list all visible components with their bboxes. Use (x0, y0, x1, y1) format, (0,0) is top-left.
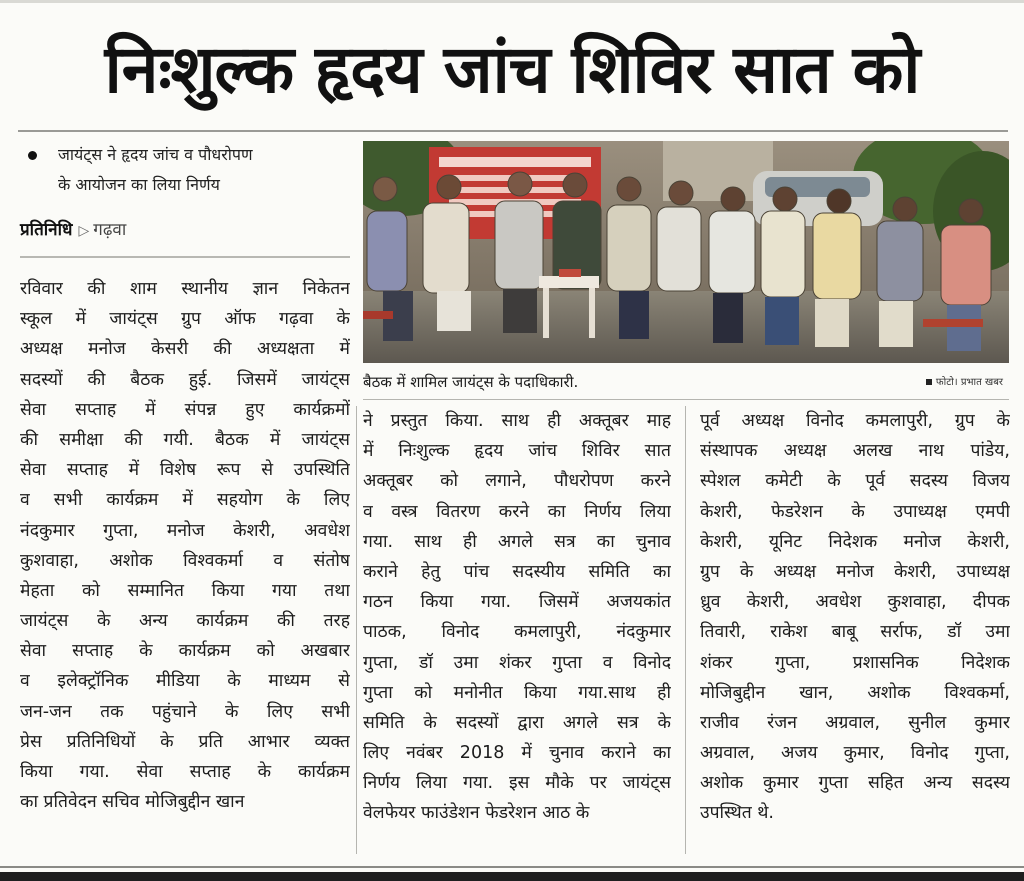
text-line: ग्रुप के अध्यक्ष मनोज केशरी, उपाध्यक्ष (700, 561, 1010, 582)
text-line: नंदकुमार गुप्ता, मनोज केशरी, अवधेश (20, 520, 350, 541)
text-line: मेहता को सम्मानित किया गया तथा (20, 580, 350, 601)
byline-label: प्रतिनिधि (20, 220, 73, 240)
text-line: लिए नवंबर 2018 में चुनाव कराने का (363, 743, 671, 764)
text-line: गठन किया गया. जिसमें अजयकांत (363, 592, 671, 613)
text-line: स्पेशल कमेटी के पूर्व सदस्य विजय (700, 471, 1010, 492)
text-line: पूर्व अध्यक्ष विनोद कमलापुरी, ग्रुप के (700, 411, 1010, 431)
text-line: तिवारी, राकेश बाबू सर्राफ, डॉ उमा (700, 622, 1010, 643)
subhead-line-1: जायंट्स ने हृदय जांच व पौधरोपण (58, 145, 253, 164)
text-line: अध्यक्ष मनोज केसरी की अध्यक्षता में (20, 339, 350, 360)
text-line: की समीक्षा की गयी. बैठक में जायंट्स (20, 429, 350, 450)
article-right-text (700, 406, 1010, 829)
text-line: व इलेक्ट्रॉनिक मीडिया के माध्यम से (20, 671, 350, 692)
headline: निःशुल्क हृदय जांच शिविर सात को (104, 31, 920, 108)
text-line: अक्तूबर को लगाने, पौधरोपण करने (363, 471, 671, 492)
column-divider (685, 406, 686, 854)
byline (20, 215, 350, 245)
text-line: राजीव रंजन अग्रवाल, सुनील कुमार (700, 712, 1010, 733)
left-column (20, 140, 350, 860)
text-line: ने प्रस्तुत किया. साथ ही अक्तूबर माह (363, 411, 671, 431)
play-arrow-icon: ▷ (78, 223, 90, 239)
text-line: किया गया. सेवा सप्ताह के कार्यक्रम (20, 762, 350, 782)
text-line: गुप्ता को मनोनीत किया गया.साथ ही (363, 682, 671, 703)
square-bullet-icon (926, 379, 932, 385)
meeting-photo (363, 141, 1009, 363)
text-line: गया. साथ ही अगले सत्र का चुनाव (363, 531, 671, 552)
text-line: अग्रवाल, अजय कुमार, विनोद गुप्ता, (700, 743, 1010, 764)
text-line: में निःशुल्क हृदय जांच शिविर सात (363, 441, 671, 462)
photo-credit: फोटो। प्रभात खबर (926, 370, 1003, 396)
text-line: समिति के सदस्यों द्वारा अगले सत्र के (363, 712, 671, 733)
text-line: का प्रतिवेदन सचिव मोजिबुद्दीन खान (20, 792, 245, 813)
text-line: निर्णय लिया गया. इस मौके पर जायंट्स (363, 773, 671, 794)
text-line: संस्थापक अध्यक्ष अलख नाथ पांडेय, (700, 441, 1010, 462)
text-line: पाठक, विनोद कमलापुरी, नंदकुमार (363, 622, 671, 643)
text-line: रविवार की शाम स्थानीय ज्ञान निकेतन (20, 279, 350, 299)
text-line: वेलफेयर फाउंडेशन फेडरेशन आठ के (363, 803, 590, 824)
text-line: केशरी, फेडरेशन के उपाध्यक्ष एमपी (700, 501, 1010, 522)
photo-caption-row (363, 366, 1009, 398)
text-line: कुशवाहा, अशोक विश्वकर्मा व संतोष (20, 550, 350, 571)
subhead (20, 140, 350, 204)
text-line: जायंट्स के अन्य कार्यक्रम की तरह (20, 611, 350, 632)
column-divider (356, 406, 357, 854)
bottom-rule (0, 872, 1024, 881)
text-line: व वस्त्र वितरण करने का निर्णय लिया (363, 501, 671, 522)
text-line: प्रेस प्रतिनिधियों के प्रति आभार व्यक्त (20, 731, 350, 752)
bullet-icon (28, 151, 37, 160)
text-line: मोजिबुद्दीन खान, अशोक विश्वकर्मा, (700, 682, 1010, 703)
text-line: कराने हेतु पांच सदस्यीय समिति का (363, 561, 671, 582)
text-line: गुप्ता, डॉ उमा शंकर गुप्ता व विनोद (363, 652, 671, 673)
article-left-text (20, 274, 350, 817)
text-line: स्कूल में जायंट्स ग्रुप ऑफ गढ़वा के (20, 309, 350, 330)
article-middle-text (363, 406, 671, 829)
text-line: सेवा सप्ताह में संपन्न हुए कार्यक्रमों (20, 399, 350, 420)
text-line: सेवा सप्ताह में विशेष रूप से उपस्थिति (20, 460, 350, 481)
text-line: जन-जन तक पहुंचाने के लिए सभी (20, 701, 350, 722)
text-line: उपस्थित थे. (700, 803, 774, 824)
bottom-thin-rule (0, 866, 1024, 868)
text-line: सेवा सप्ताह के कार्यक्रम को अखबार (20, 641, 350, 662)
photo-caption: बैठक में शामिल जायंट्स के पदाधिकारी. (363, 373, 579, 391)
text-line: केशरी, यूनिट निदेशक मनोज केशरी, (700, 531, 1010, 552)
subhead-line-2: के आयोजन का लिया निर्णय (58, 175, 220, 194)
text-line: व सभी कार्यक्रम में सहयोग के लिए (20, 490, 350, 511)
top-rule (0, 0, 1024, 3)
byline-place: गढ़वा (93, 220, 127, 240)
headline-divider (18, 130, 1008, 132)
text-line: ध्रुव केशरी, अवधेश कुशवाहा, दीपक (700, 592, 1010, 613)
text-line: अशोक कुमार गुप्ता सहित अन्य सदस्य (700, 773, 1010, 794)
text-line: सदस्यों की बैठक हुई. जिसमें जायंट्स (20, 369, 350, 390)
text-line: शंकर गुप्ता, प्रशासनिक निदेशक (700, 652, 1010, 673)
caption-divider (363, 399, 1009, 400)
byline-divider (20, 256, 350, 258)
